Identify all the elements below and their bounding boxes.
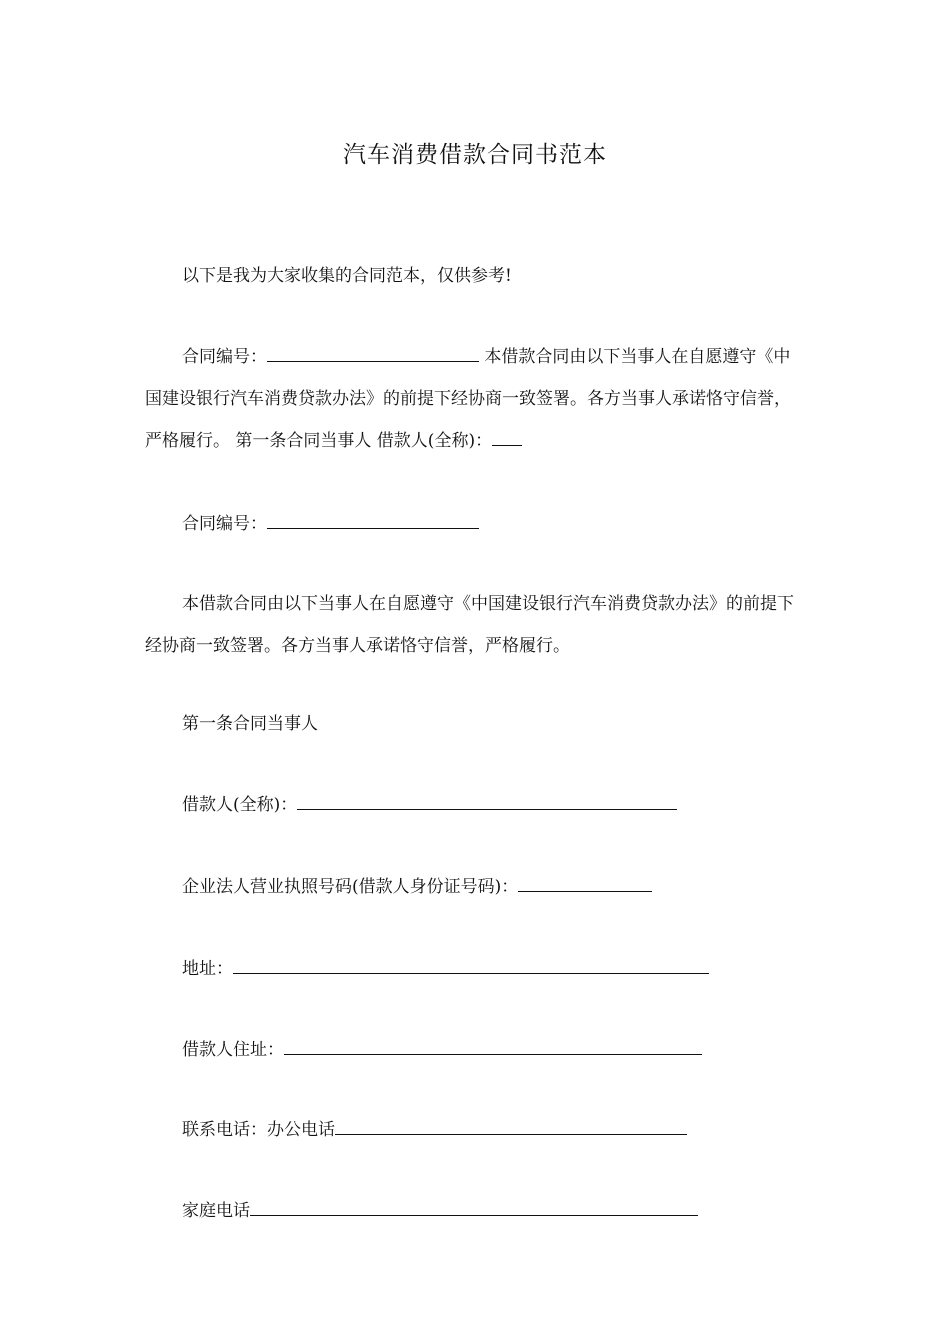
contract-number-blank[interactable]	[267, 343, 479, 362]
borrower-address-line	[182, 1036, 702, 1062]
section-1-title: 第一条合同当事人	[182, 714, 318, 734]
contract-number-blank-2[interactable]	[267, 510, 479, 529]
borrower-name-label: 借款人(全称)：	[182, 795, 298, 815]
contract-number-line	[182, 510, 479, 536]
license-number-label: 企业法人营业执照号码(借款人身份证号码)：	[182, 877, 519, 897]
borrower-address-blank[interactable]	[284, 1036, 702, 1055]
contract-intro-text: 本借款合同由以下当事人在自愿遵守《中国建设银行汽车消费贷款办法》的前提下经协商一致签署。各方当事人承诺恪守信誉，严格履行。 第一条合同当事人 借款人(全称)：	[145, 347, 791, 451]
office-phone-line	[182, 1116, 687, 1142]
address-blank[interactable]	[233, 955, 709, 974]
agreement-paragraph	[145, 583, 805, 667]
license-number-blank[interactable]	[518, 873, 652, 892]
borrower-address-label: 借款人住址：	[182, 1040, 284, 1060]
home-phone-blank[interactable]	[250, 1197, 698, 1216]
address-line	[182, 955, 709, 981]
intro-paragraph	[145, 255, 805, 297]
home-phone-label: 家庭电话	[182, 1201, 250, 1221]
office-phone-blank[interactable]	[335, 1116, 687, 1135]
document-title: 汽车消费借款合同书范本	[343, 142, 607, 168]
section-heading	[182, 712, 318, 736]
home-phone-line	[182, 1197, 698, 1223]
borrower-name-blank[interactable]	[297, 791, 677, 810]
agreement-text: 本借款合同由以下当事人在自愿遵守《中国建设银行汽车消费贷款办法》的前提下经协商一致签署。各方当事人承诺恪守信誉，严格履行。	[145, 594, 794, 656]
contract-number-label-2: 合同编号：	[182, 514, 267, 534]
contract-intro-paragraph	[145, 336, 805, 462]
license-number-line	[182, 873, 652, 899]
intro-text: 以下是我为大家收集的合同范本，仅供参考!	[182, 266, 512, 286]
office-phone-label: 联系电话：办公电话	[182, 1120, 335, 1140]
borrower-name-blank-short[interactable]	[492, 427, 522, 446]
address-label: 地址：	[182, 959, 233, 979]
borrower-name-line	[182, 791, 677, 817]
contract-number-label: 合同编号：	[182, 347, 267, 367]
